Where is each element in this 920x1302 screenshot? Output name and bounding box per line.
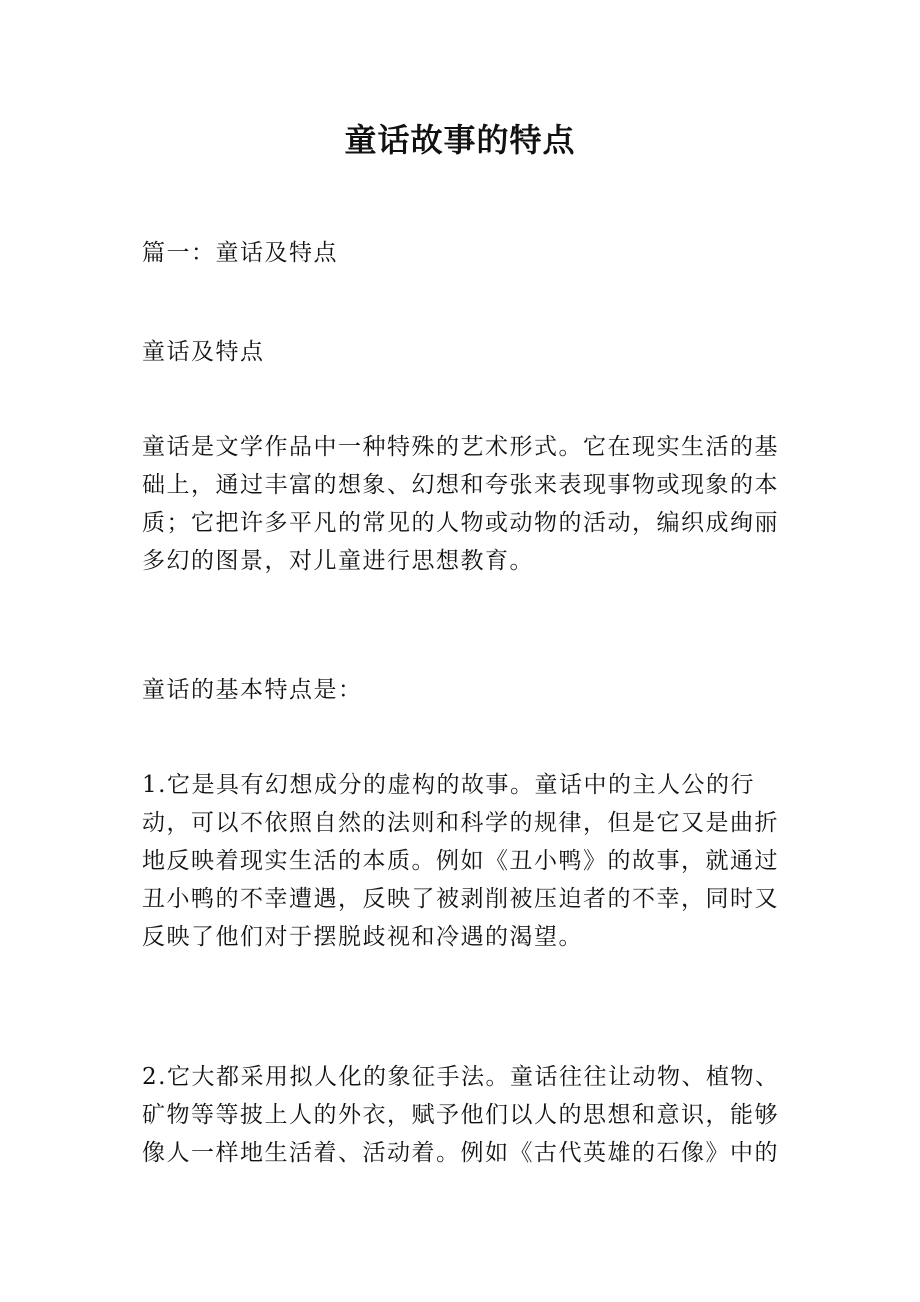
list-item-paragraph: 2.它大都采用拟人化的象征手法。童话往往让动物、植物、矿物等等披上人的外衣，赋予他们以人的思想和意识，能够像人一样地生活着、活动着。例如《古代英雄的石像》中的 bbox=[142, 1064, 780, 1166]
section-heading: 篇一：童话及特点 bbox=[142, 240, 338, 266]
list-item-paragraph: 1.它是具有幻想成分的虚构的故事。童话中的主人公的行动，可以不依照自然的法则和科学的规律，但是它又是曲折地反映着现实生活的本质。例如《丑小鸭》的故事，就通过丑小鸭的不幸遭遇，反映了被剥削被压迫者的不幸，同时又反映了他们对于摆脱歧视和冷遇的渴望。 bbox=[142, 772, 779, 950]
document-title: 童话故事的特点 bbox=[344, 121, 576, 159]
body-paragraph: 童话是文学作品中一种特殊的艺术形式。它在现实生活的基础上，通过丰富的想象、幻想和夸张来表现事物或现象的本质；它把许多平凡的常见的人物或动物的活动，编织成绚丽多幻的图景，对儿童进行思想教育。 bbox=[142, 434, 779, 574]
subheading: 童话及特点 bbox=[142, 339, 265, 365]
body-paragraph: 童话的基本特点是： bbox=[142, 677, 363, 703]
